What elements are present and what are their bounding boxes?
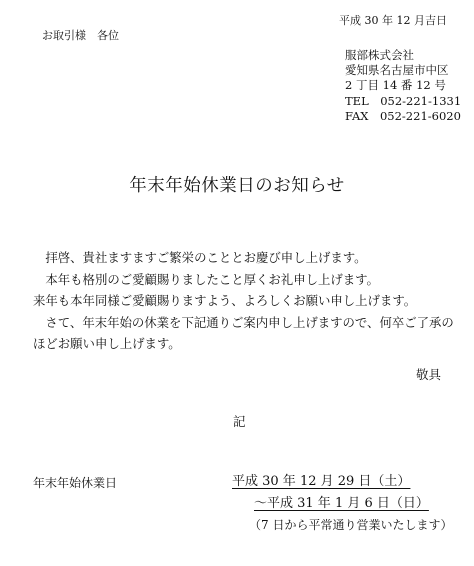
document-date: 平成 30 年 12 月吉日	[339, 14, 447, 27]
body-line: 来年も本年同様ご愛顧賜りますよう、よろしくお願い申し上げます。	[33, 293, 417, 309]
recipient: お取引様 各位	[42, 29, 119, 42]
body-line: ほどお願い申し上げます。	[33, 336, 181, 352]
holiday-period	[232, 471, 429, 515]
document-title: 年末年始休業日のお知らせ	[129, 176, 345, 196]
sender-block	[345, 48, 461, 124]
holiday-note: （7 日から平常通り営業いたします）	[249, 518, 453, 532]
ki-heading: 記	[233, 414, 246, 429]
body-line: 拝啓、貴社ますますご繁栄のこととお慶び申し上げます。	[33, 250, 367, 265]
sender-tel: TEL 052-221-1331	[345, 93, 462, 108]
sender-address-line2: 2 丁目 14 番 12 号	[345, 78, 446, 93]
holiday-label: 年末年始休業日	[33, 476, 118, 490]
closing-keigu: 敬具	[415, 367, 441, 382]
body-line: さて、年末年始の休業を下記通りご案内申し上げますので、何卒ご了承の	[33, 314, 454, 330]
holiday-end: ～平成 31 年 1 月 6 日（日）	[254, 496, 429, 511]
sender-company: 服部株式会社	[345, 48, 414, 62]
holiday-start: 平成 30 年 12 月 29 日（土）	[232, 474, 411, 489]
sender-fax: FAX 052-221-6020	[345, 108, 461, 123]
body-text	[33, 247, 454, 355]
body-line: 本年も格別のご愛顧賜りましたこと厚くお礼申し上げます。	[33, 271, 379, 287]
sender-address-line1: 愛知県名古屋市中区	[345, 63, 449, 78]
